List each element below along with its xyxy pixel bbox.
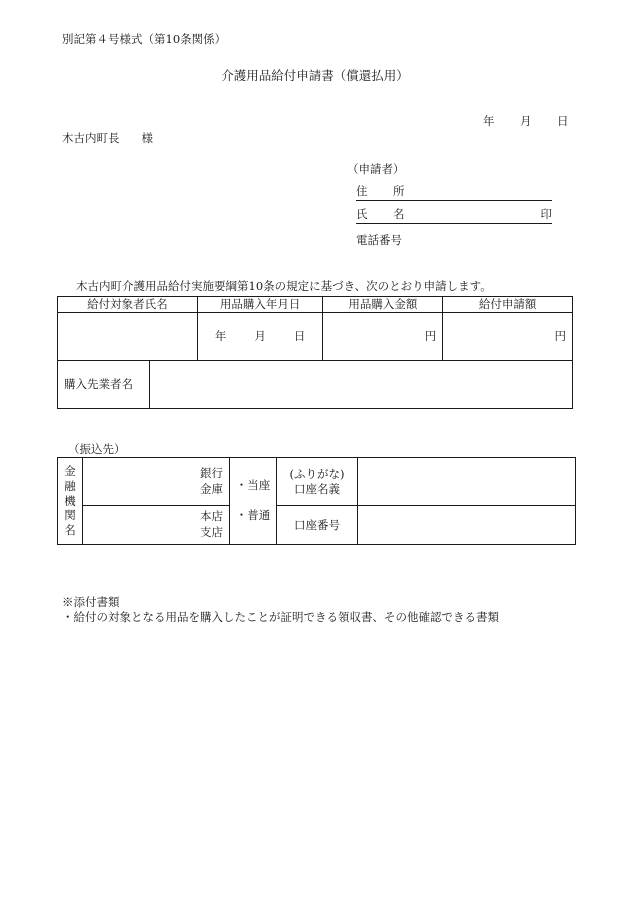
- header-requested-amount: 給付申請額: [443, 297, 573, 313]
- purchase-date-field[interactable]: [197, 313, 323, 361]
- head-office-label: 本店: [200, 509, 223, 524]
- application-statement: 木古内町介護用品給付実施要綱第10条の規定に基づき、次のとおり申請します。: [76, 279, 492, 293]
- yen-unit: 円: [554, 328, 566, 343]
- account-type-current: ・当座: [235, 478, 271, 493]
- addressee-honorific: 様: [141, 131, 153, 145]
- applicant-label: （申請者）: [347, 162, 405, 176]
- account-number-label: 口座番号: [277, 506, 358, 545]
- shinkin-label: 金庫: [200, 481, 223, 496]
- header-purchase-date: 用品購入年月日: [197, 297, 323, 313]
- name-label-1: 氏: [356, 207, 368, 221]
- header-purchase-amount: 用品購入金額: [323, 297, 443, 313]
- attachments-item: ・給付の対象となる用品を購入したことが証明できる領収書、その他確認できる書類: [62, 610, 499, 624]
- purchase-date-month: 月: [254, 328, 266, 343]
- account-name-label: 口座名義: [294, 481, 340, 496]
- addressee: [62, 132, 153, 146]
- bank-name-field[interactable]: [83, 458, 230, 506]
- seal-label: 印: [540, 207, 552, 221]
- bank-transfer-table: [57, 457, 576, 545]
- bank-label: 銀行: [200, 465, 223, 480]
- account-holder-label: [277, 458, 358, 506]
- account-type-ordinary: ・普通: [235, 508, 271, 522]
- purchase-amount-field[interactable]: [323, 313, 443, 361]
- purchase-date-day: 日: [293, 328, 306, 343]
- yen-unit: 円: [424, 328, 437, 343]
- header-recipient-name: 給付対象者氏名: [58, 297, 198, 313]
- address-label-1: 住: [356, 184, 368, 198]
- date-day-label: 日: [557, 114, 569, 128]
- financial-institution-label: 金 融 機 関 名: [58, 458, 83, 545]
- address-label-2: 所: [393, 184, 405, 198]
- account-type-field[interactable]: [230, 458, 277, 545]
- account-number-field[interactable]: [358, 506, 576, 545]
- phone-label: 電話番号: [356, 233, 402, 247]
- requested-amount-field[interactable]: [443, 313, 573, 361]
- document-title: 介護用品給付申請書（償還払用）: [221, 68, 409, 83]
- vendor-field[interactable]: [149, 361, 572, 409]
- date-month-label: 月: [520, 114, 532, 128]
- account-holder-field[interactable]: [358, 458, 576, 506]
- attachments-title: ※添付書類: [62, 595, 120, 609]
- branch-name-field[interactable]: [83, 506, 230, 545]
- branch-label: 支店: [200, 525, 223, 539]
- date-year-label: 年: [483, 114, 495, 128]
- name-label-2: 名: [393, 207, 405, 221]
- vendor-label: 購入先業者名: [58, 361, 150, 409]
- furigana-label: (ふりがな): [289, 466, 345, 481]
- purchase-date-year: 年: [214, 328, 227, 343]
- addressee-name: 木古内町長: [62, 131, 120, 145]
- recipient-name-field[interactable]: [58, 313, 198, 361]
- applicant-address-line[interactable]: [356, 185, 552, 201]
- transfer-destination-label: （振込先）: [68, 442, 126, 456]
- form-number-label: 別記第４号様式（第10条関係）: [62, 32, 227, 46]
- application-table: [57, 296, 573, 409]
- applicant-name-line[interactable]: [356, 208, 552, 224]
